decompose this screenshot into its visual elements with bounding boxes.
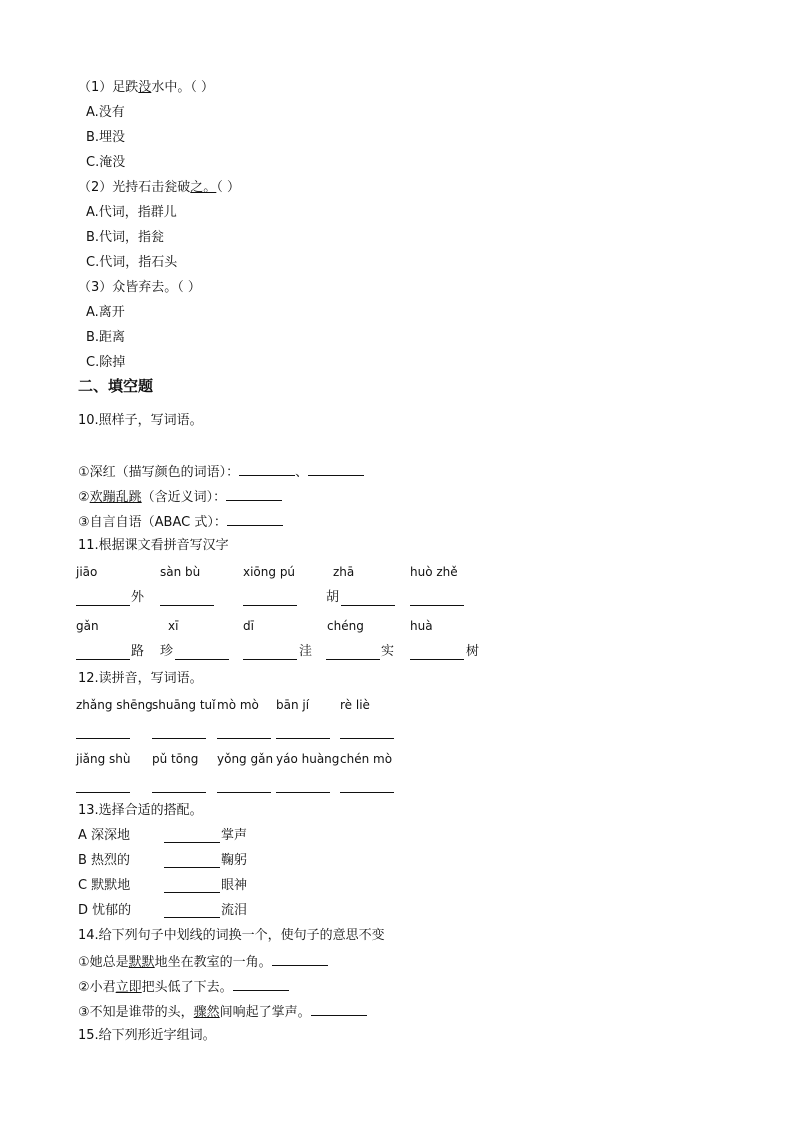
answer-blank[interactable]: [243, 659, 297, 660]
match-left: B 热烈的: [78, 853, 131, 868]
q15-title: 15.给下列形近字组词。: [78, 1028, 216, 1043]
match-right: 流泪: [221, 903, 248, 918]
pinyin: zhā: [333, 565, 355, 579]
q9-sub1-option-b: B.埋没: [86, 130, 126, 145]
pinyin: dī: [243, 619, 254, 633]
answer-blank[interactable]: [311, 1003, 367, 1016]
pinyin: pǔ tōng: [152, 752, 199, 766]
pinyin: huà: [410, 619, 433, 633]
answer-blank[interactable]: [410, 605, 464, 606]
answer-blank[interactable]: [152, 738, 206, 739]
answer-blank[interactable]: [164, 867, 220, 868]
q9-sub3: （3）众皆弃去。（ ）: [78, 280, 201, 295]
pinyin: jiāo: [76, 565, 98, 579]
answer-blank[interactable]: [272, 953, 328, 966]
answer-blank[interactable]: [76, 659, 130, 660]
given-char: 实: [381, 644, 395, 659]
match-right: 掌声: [221, 828, 248, 843]
q10-item-3: ③自言自语（ABAC 式）：: [78, 513, 283, 531]
q14-sentence-1: ①她总是默默地坐在教室的一角。: [78, 953, 328, 971]
answer-blank[interactable]: [226, 488, 282, 501]
pinyin: yǒng gǎn: [217, 752, 274, 766]
q14-title: 14.给下列句子中划线的词换一个，使句子的意思不变: [78, 928, 385, 943]
q10-title: 10.照样子，写词语。: [78, 413, 203, 428]
q9-sub3-option-c: C.除掉: [86, 355, 126, 370]
pinyin: rè liè: [340, 698, 370, 712]
answer-blank[interactable]: [276, 792, 330, 793]
pinyin: xī: [168, 619, 179, 633]
pinyin: zhǎng shēng: [76, 698, 153, 712]
answer-blank[interactable]: [164, 842, 220, 843]
answer-blank[interactable]: [164, 892, 220, 893]
pinyin: chén mò: [340, 752, 393, 766]
answer-blank[interactable]: [276, 738, 330, 739]
q14-sentence-3: ③不知是谁带的头，骤然间响起了掌声。: [78, 1003, 367, 1021]
section-title: 二、填空题: [78, 377, 154, 395]
q9-sub1: （1）足跌没水中。（ ）: [78, 80, 214, 95]
q9-sub2-option-b: B.代词，指瓮: [86, 230, 165, 245]
answer-blank[interactable]: [326, 659, 380, 660]
q10-item-2: ②欢蹦乱跳（含近义词）：: [78, 488, 282, 506]
answer-blank[interactable]: [76, 738, 130, 739]
q9-sub2-option-a: A.代词，指群儿: [86, 205, 177, 220]
answer-blank[interactable]: [341, 605, 395, 606]
match-left: A 深深地: [78, 828, 131, 843]
q14-sentence-2: ②小君立即把头低了下去。: [78, 978, 289, 996]
pinyin: chéng: [327, 619, 364, 633]
given-char: 胡: [326, 590, 340, 605]
pinyin: sàn bù: [160, 565, 201, 579]
q13-title: 13.选择合适的搭配。: [78, 803, 203, 818]
pinyin: xiōng pú: [243, 565, 296, 579]
pinyin: jiǎng shù: [76, 752, 131, 766]
answer-blank[interactable]: [160, 605, 214, 606]
answer-blank[interactable]: [308, 463, 364, 476]
answer-blank[interactable]: [243, 605, 297, 606]
pinyin: huò zhě: [410, 565, 458, 579]
answer-blank[interactable]: [340, 792, 394, 793]
answer-blank[interactable]: [152, 792, 206, 793]
match-left: D 忧郁的: [78, 903, 132, 918]
given-char: 路: [131, 644, 145, 659]
answer-blank[interactable]: [217, 738, 271, 739]
given-char: 树: [466, 644, 480, 659]
pinyin: gǎn: [76, 619, 99, 633]
pinyin: yáo huàng: [276, 752, 340, 766]
q9-sub1-option-c: C.淹没: [86, 155, 126, 170]
given-char: 珍: [160, 644, 174, 659]
q11-title: 11.根据课文看拼音写汉字: [78, 538, 229, 553]
match-left: C 默默地: [78, 878, 131, 893]
pinyin: mò mò: [217, 698, 259, 712]
q9-sub3-option-a: A.离开: [86, 305, 125, 320]
answer-blank[interactable]: [76, 792, 130, 793]
q9-sub3-option-b: B.距离: [86, 330, 126, 345]
answer-blank[interactable]: [340, 738, 394, 739]
answer-blank[interactable]: [410, 659, 464, 660]
given-char: 洼: [299, 644, 313, 659]
q12-title: 12.读拼音，写词语。: [78, 671, 203, 686]
q9-sub1-option-a: A.没有: [86, 105, 125, 120]
pinyin: bān jí: [276, 698, 310, 712]
answer-blank[interactable]: [164, 917, 220, 918]
answer-blank[interactable]: [239, 463, 295, 476]
q10-item-1: ①深红（描写颜色的词语）： 、: [78, 463, 364, 481]
answer-blank[interactable]: [175, 659, 229, 660]
match-right: 眼神: [221, 878, 248, 893]
q9-sub2: （2）光持石击瓮破之。（ ）: [78, 180, 240, 195]
answer-blank[interactable]: [76, 605, 130, 606]
pinyin: shuāng tuǐ: [152, 698, 216, 712]
answer-blank[interactable]: [233, 978, 289, 991]
match-right: 鞠躬: [221, 853, 248, 868]
q9-sub2-option-c: C.代词，指石头: [86, 255, 178, 270]
answer-blank[interactable]: [217, 792, 271, 793]
answer-blank[interactable]: [227, 513, 283, 526]
given-char: 外: [131, 590, 145, 605]
